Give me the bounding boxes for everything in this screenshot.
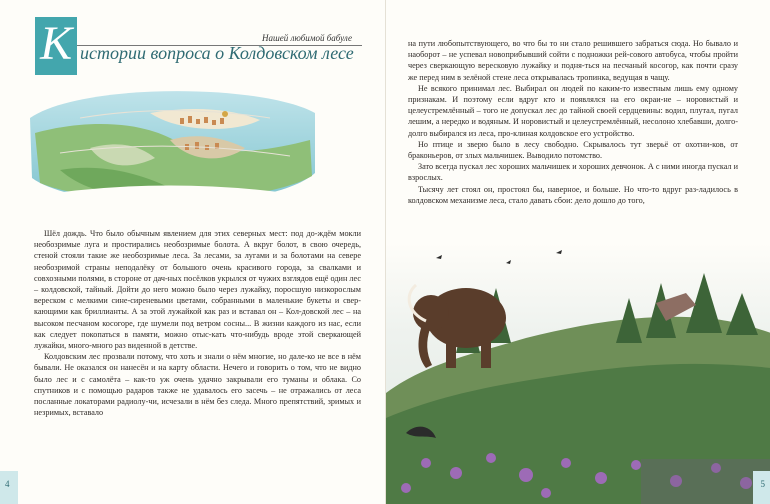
page-number-left: 4 — [5, 479, 10, 489]
paragraph: Тысячу лет стоял он, простоял бы, наверное, и больше. Но что-то вдруг раз-ладилось в колдовском механизме леса, стало давать сбои: дело дошло до того, — [408, 184, 738, 205]
title-initial: К — [40, 17, 72, 70]
left-body-text — [34, 228, 361, 418]
paragraph: Зато всегда пускал лес хороших мальчишек и хороших девчонок. А с ними иногда пускал и взрослых. — [408, 162, 738, 183]
paragraph: Шёл дождь. Что было обычным явлением для этих северных мест: под до-ждём мокли необозримые луга и простирались необозримые болота. А вкруг болот, в свою очередь, стеной стояли такие же необозримые леса. За лесами, за лугами и за болотами на севере необозримой страны неподалёку от большого очень красивого города, за свалками и совхозными полями, в стороне от дач-ных посёлков укрылся от чужих взглядов ещё один лес – колдовской, тайный. Дойти до него можно было через лужайку, поросшую низкорослым вереском с мелкими сине-сиреневыми цветами, собранными в маленькие букеты и свер-кающими как бриллианты. А за этой лужайкой как раз и вставал он – Кол-довской лес – на высоком песчаном косогоре, где шумели под ветром сосны... В жизни каждого из нас, если как следует покопаться в памяти, можно отыс-кать что-нибудь вроде этой сверкающей лужайки, много-много раз виденной в детстве. — [34, 229, 361, 351]
dedication: Нашей любимой бабуле — [262, 33, 353, 43]
city-map-illustration — [20, 78, 320, 218]
paragraph: на пути любопытствующего, во что бы то ни стало решившего забраться сюда. Но бывало и наоборот – не успевал новоприбывший сойти с подножки рей-сового автобуса, чтобы пройти через сверкающую вересковую лужайку и подня-ться на песчаный косогор, как почти сразу же перед ним в зелёной стене леса открывалась тропинка, ведущая в чащу. — [408, 39, 738, 82]
chapter-title: истории вопроса о Колдовском лесе — [80, 43, 354, 63]
page-number-right: 5 — [760, 479, 765, 489]
right-body-text — [408, 38, 738, 206]
paragraph: Но птице и зверю было в лесу свободно. Скрывалось тут зверьё от охотни-ков, от браконьеров, от злых мальчишек. Выводило потомство. — [408, 139, 738, 161]
right-page — [385, 0, 770, 504]
forest-mammoth-painting — [386, 243, 770, 504]
paragraph: Колдовским лес прозвали потому, что хоть и знали о нём многие, но дале-ко не все в нём бывали. Не оказался он нанесён и на карту области. Нечего и говорить о том, что не видно было лес и с самолёта – как-то уж очень удачно закрывали его туманы и облака. Со спутников и с помощью радаров также не удавалось его засечь – не отражались от леса посланные локаторами радиолу-чи, исчезали в нём без следа. Много препятствий, зримых и незримых, вставало — [34, 352, 361, 418]
paragraph: Не всякого принимал лес. Выбирал он людей по каким-то известным лишь ему одному признакам. И поэтому если вдруг кто и появлялся на его окраи-не – норовистый и целеустремлённый – того не допускал лес до тайной своей сердцевины: водил, плутал, пугал лешим, а нередко и водяным. И норовистый и целеустремлённый, несолоно хлебавши, долго-долго выбирался из леса, про-клиная колдовское его устройство. — [408, 83, 738, 138]
